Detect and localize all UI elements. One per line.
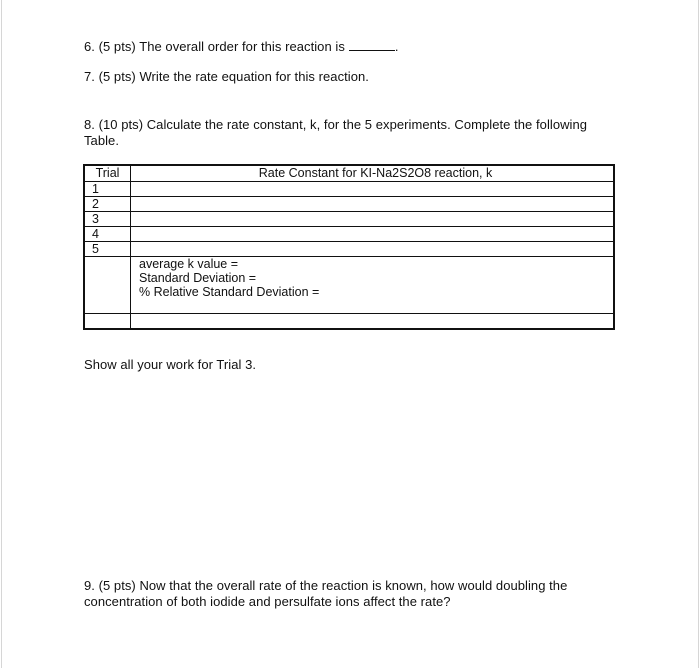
page-right-edge [698,0,699,668]
table-row [84,227,614,242]
question-9-line2: concentration of both iodide and persulfate ions affect the rate? [84,594,451,609]
table-row [84,197,614,212]
question-7: 7. (5 pts) Write the rate equation for this reaction. [84,69,369,84]
header-rate-constant: Rate Constant for KI-Na2S2O8 reaction, k [131,165,615,182]
trial-number: 1 [84,182,131,197]
trial-number: 4 [84,227,131,242]
question-8-line1: 8. (10 pts) Calculate the rate constant, k, for the 5 experiments. Complete the following [84,117,588,132]
question-6-text: 6. (5 pts) The overall order for this reaction is [84,39,345,54]
stats-row [84,299,614,314]
trial-number: 5 [84,242,131,257]
k-value-cell [131,212,615,227]
question-9-line1: 9. (5 pts) Now that the overall rate of the reaction is known, how would doubling the [84,578,568,593]
page-left-edge [1,0,2,668]
question-9 [84,578,567,610]
rate-constant-table [83,164,615,330]
trial-number: 3 [84,212,131,227]
table-row [84,242,614,257]
table-row [84,212,614,227]
show-work-instruction: Show all your work for Trial 3. [84,357,257,372]
table-row [84,182,614,197]
question-6-tail: . [394,39,399,54]
question-8 [84,117,587,149]
stats-row [84,285,614,299]
k-value-cell [131,242,615,257]
table-blank-row [84,314,614,330]
trial-number: 2 [84,197,131,212]
relative-std-dev-label: % Relative Standard Deviation = [131,285,615,299]
stats-row [84,271,614,285]
standard-deviation-label: Standard Deviation = [131,271,615,285]
k-value-cell [131,197,615,212]
answer-blank [349,38,395,51]
k-value-cell [131,182,615,197]
stats-row [84,257,614,272]
question-6 [84,38,399,55]
header-trial: Trial [84,165,131,182]
k-value-cell [131,227,615,242]
question-8-line2: Table. [84,133,119,148]
average-k-label: average k value = [131,257,615,272]
table-header-row [84,165,614,182]
